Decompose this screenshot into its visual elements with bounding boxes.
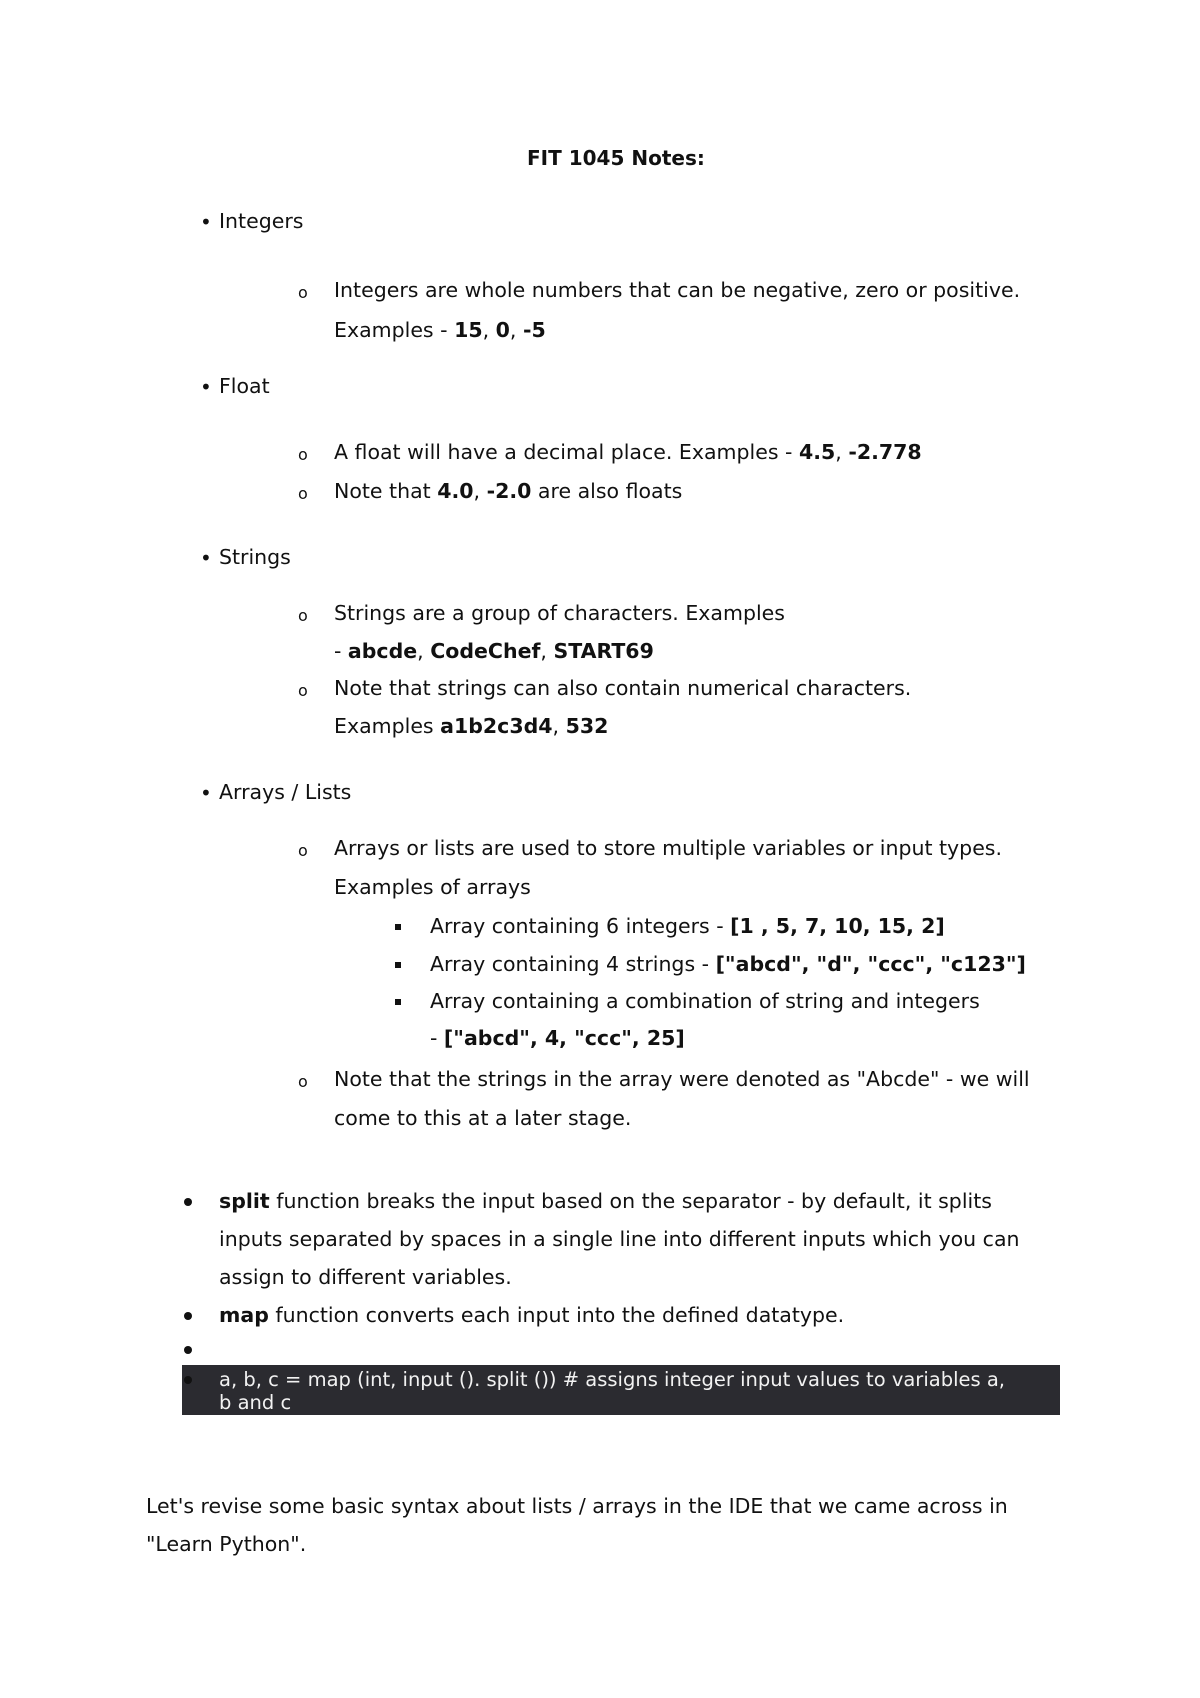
section-heading: Strings [219,545,291,569]
text-run: Strings are a group of characters. Examples [334,601,785,625]
item-text-line [334,1069,1030,1090]
code-line-1: a, b, c = map (int, input (). split ()) # assigns integer input values to variables a, [219,1368,1005,1391]
item-text-line [334,716,608,737]
item-text-line [334,481,682,502]
circle-bullet-icon: o [298,445,308,464]
text-run: Examples of arrays [334,875,531,899]
bold-text: abcde [347,639,418,663]
item-text-line [334,877,531,898]
sub-item-text-line [430,1028,685,1049]
bold-text: 0 [495,318,510,342]
page-title: FIT 1045 Notes: [527,146,705,170]
section-heading: Float [219,374,270,398]
item-text-line [334,641,654,662]
dot-bullet-icon [184,1198,192,1206]
heading-bullet-icon: • [200,546,212,570]
bold-text: ["abcd", "d", "ccc", "c123"] [715,952,1026,976]
item-text-line [334,603,785,624]
bold-text: a1b2c3d4 [440,714,553,738]
bold-text: 4.0 [437,479,474,503]
function-text-line [219,1267,512,1288]
item-text-line [334,838,1002,859]
text-run: Array containing 4 strings - [430,952,716,976]
text-run: , [552,714,566,738]
bold-text: map [219,1303,269,1327]
empty-bullet-icon [184,1346,192,1354]
item-text-line [334,280,1020,301]
square-bullet-icon [395,962,401,968]
sub-item-text-line [430,954,1026,975]
text-run: - [334,639,348,663]
text-run: inputs separated by spaces in a single line into different inputs which you can [219,1227,1020,1251]
text-run: assign to different variables. [219,1265,512,1289]
text-run: , [473,479,487,503]
text-run: come to this at a later stage. [334,1106,632,1130]
bold-text: split [219,1189,270,1213]
closing-line-2: "Learn Python". [146,1532,307,1556]
text-run: Examples [334,714,441,738]
bold-text: ["abcd", 4, "ccc", 25] [443,1026,685,1050]
text-run: Array containing a combination of string and integers [430,989,980,1013]
text-run: Arrays or lists are used to store multiple variables or input types. [334,836,1003,860]
text-run: , [540,639,554,663]
text-run: Note that strings can also contain numerical characters. [334,676,912,700]
bold-text: -2.778 [848,440,922,464]
dot-bullet-icon [184,1312,192,1320]
text-run: Examples - [334,318,455,342]
function-text-line [219,1191,992,1212]
circle-bullet-icon: o [298,606,308,625]
circle-bullet-icon: o [298,283,308,302]
text-run: A float will have a decimal place. Examples - [334,440,799,464]
text-run: , [482,318,496,342]
heading-bullet-icon: • [200,375,212,399]
sub-item-text-line [430,991,980,1012]
text-run: Array containing 6 integers - [430,914,731,938]
square-bullet-icon [395,999,401,1005]
code-bullet-icon [184,1376,192,1384]
text-run: , [835,440,849,464]
bold-text: -5 [522,318,546,342]
sub-item-text-line [430,916,945,937]
text-run: , [417,639,431,663]
section-heading: Arrays / Lists [219,780,352,804]
bold-text: START69 [553,639,654,663]
text-run: function breaks the input based on the separator - by default, it splits [269,1189,992,1213]
circle-bullet-icon: o [298,1072,308,1091]
heading-bullet-icon: • [200,781,212,805]
item-text-line [334,442,922,463]
circle-bullet-icon: o [298,484,308,503]
text-run: Integers are whole numbers that can be negative, zero or positive. [334,278,1021,302]
closing-line-1: Let's revise some basic syntax about lists / arrays in the IDE that we came across in [146,1494,1008,1518]
bold-text: 15 [454,318,483,342]
item-text-line [334,678,911,699]
text-run: function converts each input into the defined datatype. [268,1303,845,1327]
item-text-line [334,1108,631,1129]
text-run: Note that [334,479,438,503]
bold-text: 4.5 [798,440,836,464]
section-heading: Integers [219,209,304,233]
text-run: , [509,318,523,342]
item-text-line [334,320,546,341]
text-run: are also floats [531,479,683,503]
square-bullet-icon [395,924,401,930]
text-run: - [430,1026,444,1050]
bold-text: 532 [565,714,609,738]
bold-text: [1 , 5, 7, 10, 15, 2] [730,914,945,938]
circle-bullet-icon: o [298,841,308,860]
function-text-line [219,1229,1020,1250]
function-text-line [219,1305,844,1326]
text-run: Note that the strings in the array were denoted as "Abcde" - we will [334,1067,1030,1091]
circle-bullet-icon: o [298,681,308,700]
bold-text: CodeChef [430,639,541,663]
bold-text: -2.0 [486,479,532,503]
code-line-2: b and c [219,1391,292,1414]
heading-bullet-icon: • [200,210,212,234]
